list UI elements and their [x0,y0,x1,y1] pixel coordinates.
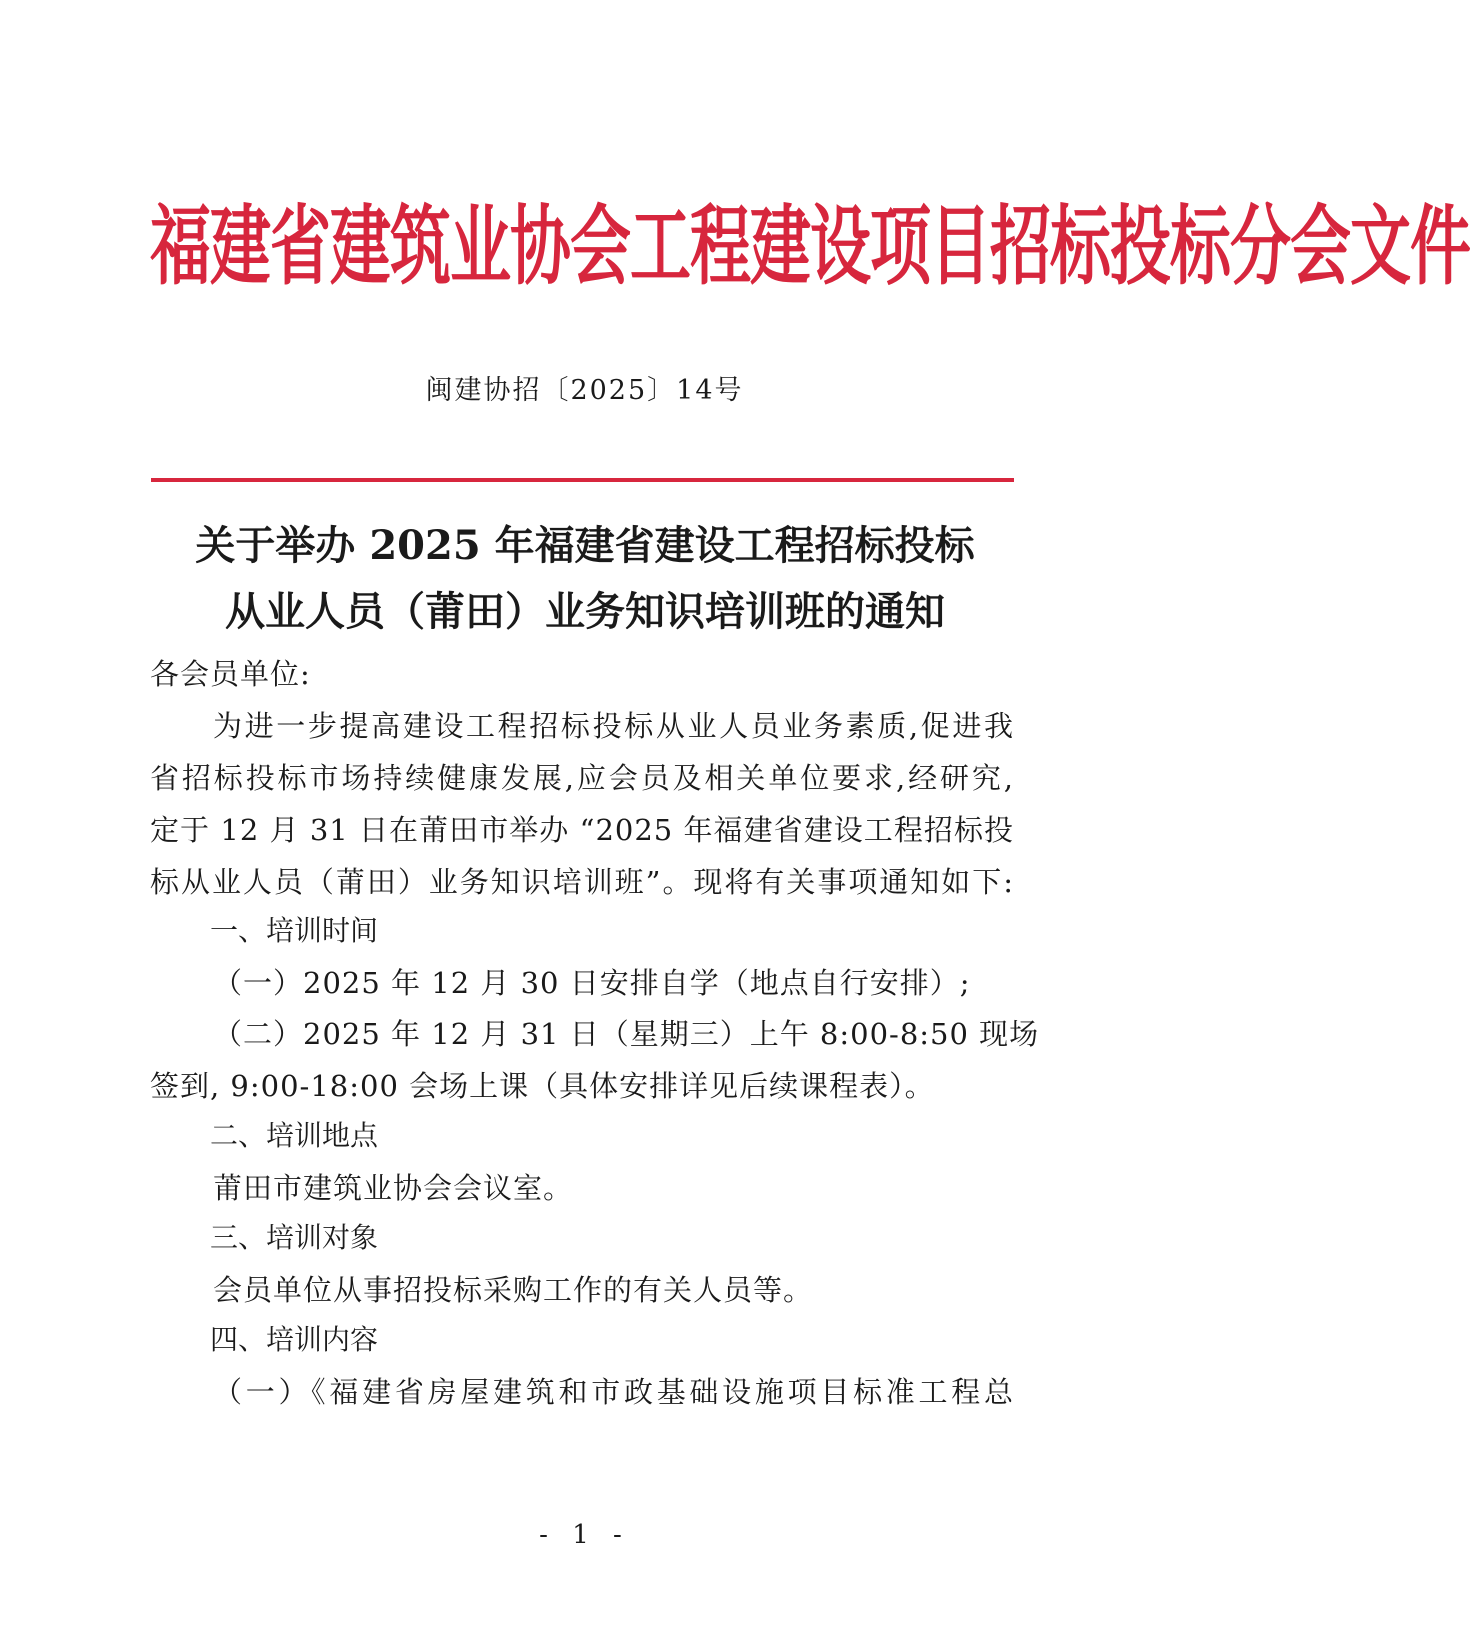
intro-line-2: 省招标投标市场持续健康发展,应会员及相关单位要求,经研究, [150,761,1014,795]
org-header-text: 福建省建筑业协会工程建设项目招标投标分会文件 [150,196,1470,298]
section-heading-time: 一、培训时间 [210,914,379,947]
notice-title-line-1: 关于举办 2025 年福建省建设工程招标投标 [195,522,975,569]
intro-line-1: 为进一步提高建设工程招标投标从业人员业务素质,促进我 [213,709,1014,743]
time-item-1: （一）2025 年 12 月 30 日安排自学（地点自行安排）; [213,966,971,1000]
time-item-2-line-1: （二）2025 年 12 月 31 日（星期三）上午 8:00-8:50 现场 [213,1017,1040,1051]
page-number: - 1 - [539,1520,630,1550]
red-divider [151,478,1014,482]
intro-line-3: 定于 12 月 31 日在莆田市举办 “2025 年福建省建设工程招标投 [150,813,1014,847]
intro-line-4: 标从业人员（莆田）业务知识培训班”。现将有关事项通知如下: [150,865,1014,899]
content-item-1: （一）《福建省房屋建筑和市政基础设施项目标准工程总 [213,1375,1014,1409]
section-heading-location: 二、培训地点 [210,1119,379,1152]
section-heading-target: 三、培训对象 [210,1221,379,1254]
location-text: 莆田市建筑业协会会议室。 [213,1171,574,1205]
notice-title-line-2: 从业人员（莆田）业务知识培训班的通知 [225,588,945,635]
section-heading-content: 四、培训内容 [210,1323,379,1356]
salutation: 各会员单位: [150,657,311,691]
time-item-2-line-2: 签到, 9:00-18:00 会场上课（具体安排详见后续课程表）。 [150,1069,935,1103]
org-header [150,196,1470,318]
target-text: 会员单位从事招投标采购工作的有关人员等。 [213,1273,814,1307]
doc-number: 闽建协招〔2025〕14号 [425,375,744,406]
